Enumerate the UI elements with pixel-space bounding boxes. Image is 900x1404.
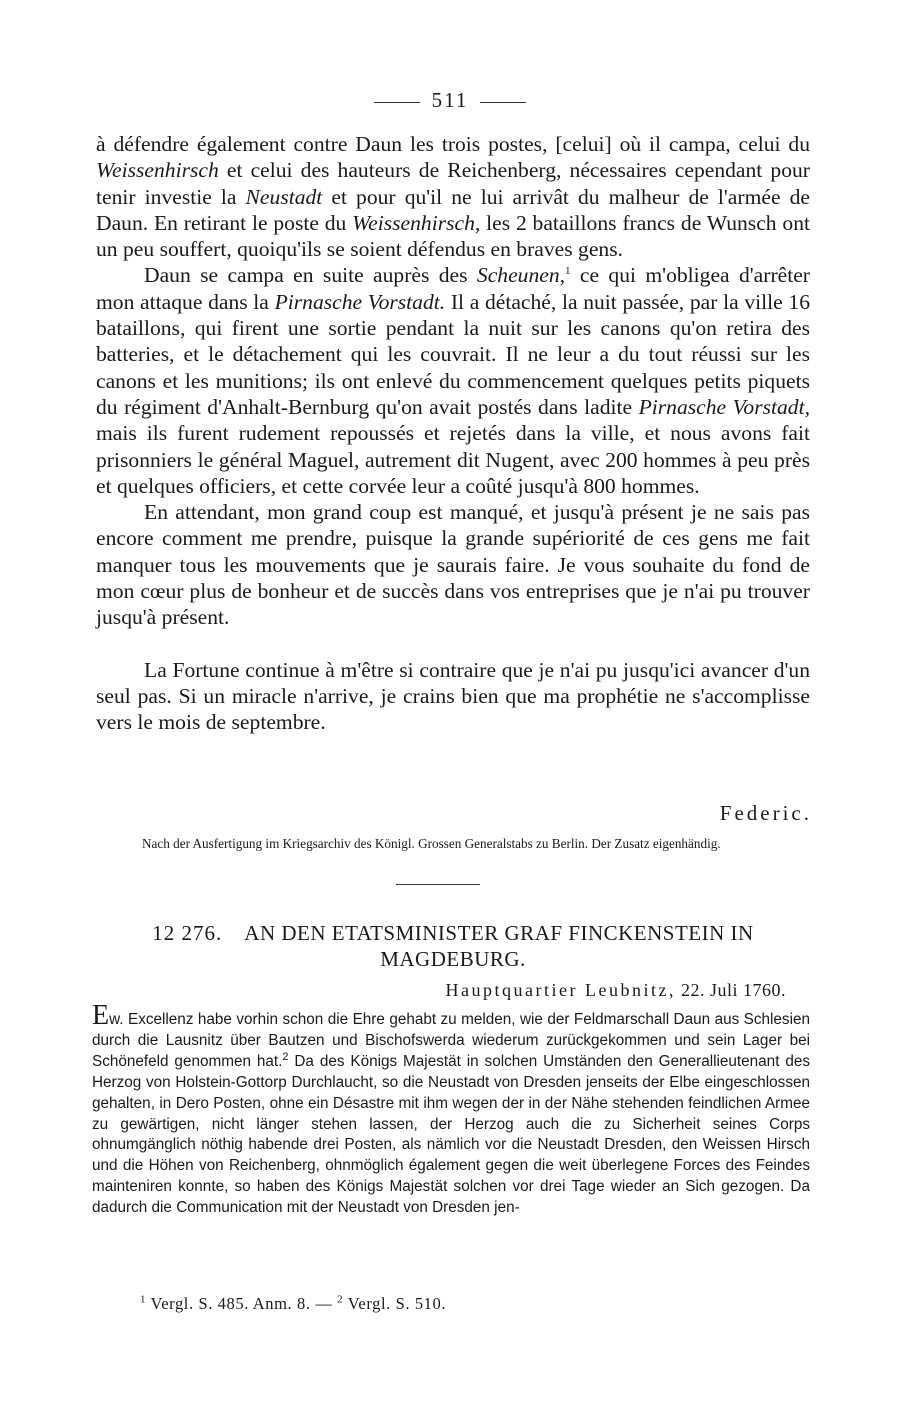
footnote-2: Vergl. S. 510. (347, 1294, 447, 1313)
text-run: Daun se campa en suite auprès des (144, 263, 477, 288)
paragraph-4-postscript: La Fortune continue à m'être si contraire que je n'ai pu jusqu'ici avancer d'un seul pas. Si un miracle n'arrive, je crains bien que ma prophétie ne s'accomplisse vers le mois de septembre. (96, 657, 810, 735)
letter-paragraph (92, 1000, 810, 1219)
footnote-marker: 2 (282, 1050, 289, 1063)
section-divider (396, 884, 480, 885)
header-rule-right (480, 102, 526, 103)
drop-cap: E (92, 1000, 110, 1031)
italic-place-name: Scheunen, (476, 263, 566, 288)
letter-number: 12 276. (152, 921, 223, 945)
letter-place: Hauptquartier Leubnitz, (445, 980, 676, 1000)
paragraph-1 (96, 131, 810, 262)
main-text (96, 131, 810, 736)
text-run: w. Excellenz habe vorhin schon die Ehre gehabt zu melden, wie der Feldmarschall Daun aus Schlesien durch die Lausnitz über Bautzen und Bischofswerda wiederum zurückgekommen und sein Lager bei Schönefeld genommen hat. (92, 1011, 810, 1070)
italic-place-name: Pirnasche Vorstadt. (274, 289, 446, 314)
text-run: Da des Königs Majestät in solchen Umständen den Generallieutenant des Herzog von Holstein-Gottorp Durchlaucht, so die Neustadt von Dresden jenseits der Elbe eingeschlossen gehalten, in Dero Posten, ohne ein Désastre mit ihm wegen der in der Nähe stehenden feindlichen Armee zu gewärtigen, nicht länger stehen lassen, der Herzog auch die zu Sicherheit seines Corps ohnumgänglich nöthig habende drei Posten, als nämlich vor die Neustadt Dresden, den Weissen Hirsch und die Höhen von Reichenberg, ohnmöglich également gegen die weit überlegene Forces des Feindes mainteniren konnte, so haben des Königs Majestät solchen vor drei Tage wieder an Sich gezogen. Da dadurch die Communication mit der Neustadt von Dresden jen- (92, 1052, 810, 1217)
paragraph-2 (96, 262, 810, 499)
footnote-number-2: 2 (337, 1293, 344, 1306)
footnote-1: Vergl. S. 485. Anm. 8. (150, 1294, 311, 1313)
header-rule-left (374, 102, 420, 103)
italic-place-name: Weissenhirsch, (352, 210, 481, 235)
source-note: Nach der Ausfertigung im Kriegsarchiv des Königl. Grossen Generalstabs zu Berlin. Der Zusatz eigenhändig. (142, 836, 721, 851)
letter-dateline (446, 980, 786, 1001)
text-run: et celui des hauteurs de Reichenberg, nécessaires cependant pour tenir investie la (96, 158, 810, 209)
text-run: à défendre également contre Daun les trois postes, [celui] où il campa, celui du (96, 132, 810, 156)
footnote-number-1: 1 (140, 1293, 147, 1306)
page-number: 511 (431, 88, 469, 112)
letter-title: AN DEN ETATSMINISTER GRAF FINCKENSTEIN IN MAGDEBURG. (244, 921, 754, 971)
letter-text (92, 1000, 810, 1219)
text-run: ce qui m'obligea d'arrêter mon attaque dans la (96, 263, 810, 314)
page-header (0, 88, 900, 113)
text-run: Il a détaché, la nuit passée, par la ville 16 bataillons, qui firent une sortie pendant la nuit sur les canons qu'on retira des batteries, et le détachement qui les couvrait. Il ne leur a du tout réussi sur les canons et les munitions; ils ont enlevé du commencement quelques petits piquets du régiment d'Anhalt-Bernburg qu'on avait postés dans ladite (96, 289, 810, 419)
footnote-marker: 1 (565, 265, 571, 278)
italic-place-name: Neustadt (245, 184, 323, 209)
footnotes (140, 1294, 446, 1314)
italic-place-name: Pirnasche Vorstadt, (638, 394, 810, 419)
letter-date: 22. Juli 1760. (680, 980, 786, 1000)
text-run: mais ils furent rudement repoussés et rejetés dans la ville, et nous avons fait prisonniers le général Maguel, autrement dit Nugent, avec 200 hommes à peu près et quelques officiers, et cette corvée leur a coûté jusqu'à 800 hommes. (96, 421, 810, 498)
italic-place-name: Weissenhirsch (96, 158, 219, 183)
signature: Federic. (719, 801, 812, 825)
footnote-separator: — (315, 1294, 333, 1313)
text-run: et pour qu'il ne lui arrivât du malheur de l'armée de Daun. En retirant le poste du (96, 184, 810, 235)
letter-heading (96, 920, 810, 972)
paragraph-3: En attendant, mon grand coup est manqué, et jusqu'à présent je ne sais pas encore comment me prendre, puisque la grande supériorité de ces gens me fait manquer tous les mouvements que je saurais faire. Je vous souhaite du fond de mon cœur plus de bonheur et de succès dans vos entreprises que je n'ai pu trouver jusqu'à présent. (96, 500, 810, 630)
text-run: les 2 bataillons francs de Wunsch ont un peu souffert, quoiqu'ils se soient défendus en braves gens. (96, 210, 811, 262)
